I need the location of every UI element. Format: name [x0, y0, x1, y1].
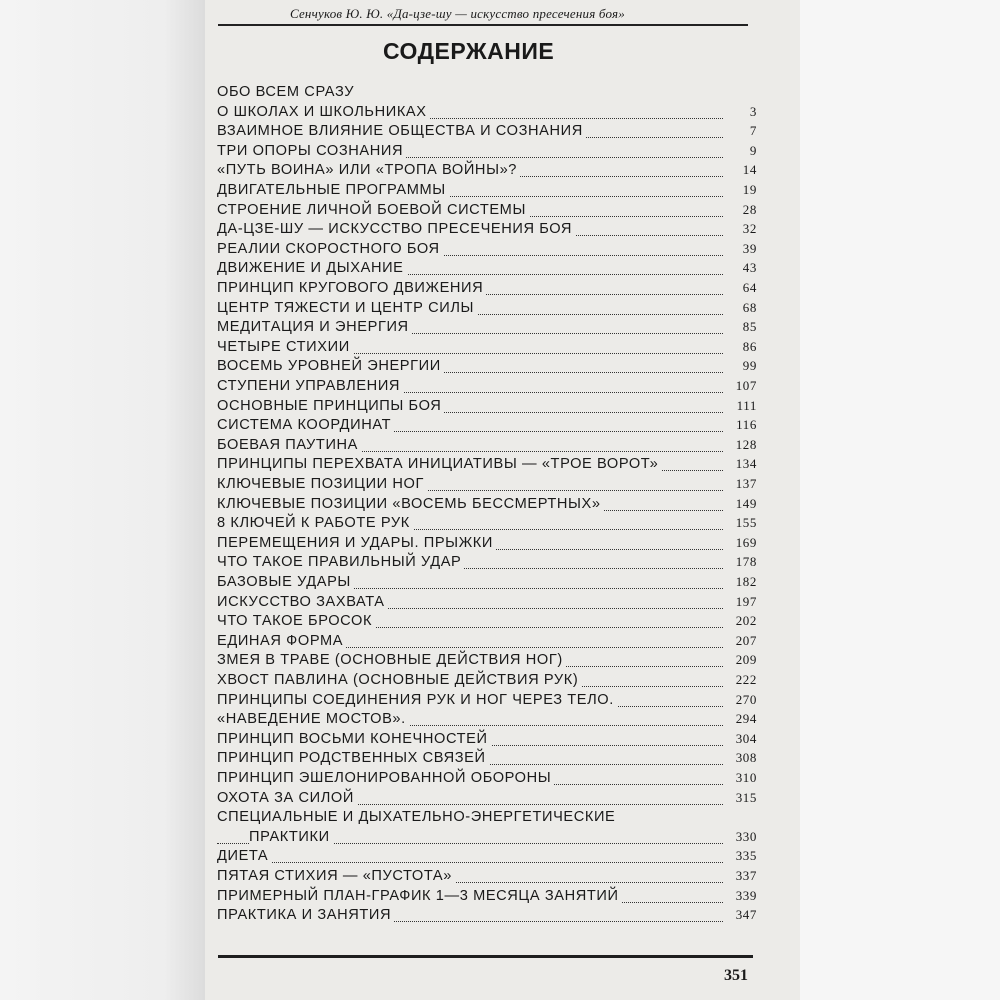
toc-entry	[217, 102, 757, 122]
toc-entry-title: ИСКУССТВО ЗАХВАТА	[217, 592, 388, 612]
toc-entry-page: 308	[723, 748, 757, 768]
toc-entry	[217, 160, 757, 180]
toc-entry-title: «ПУТЬ ВОИНА» ИЛИ «ТРОПА ВОЙНЫ»?	[217, 160, 520, 180]
toc-entry-page: 128	[723, 435, 757, 455]
toc-entry-page: 197	[723, 592, 757, 612]
toc-entry-title: ПРИНЦИП ВОСЬМИ КОНЕЧНОСТЕЙ	[217, 729, 491, 749]
page-title: СОДЕРЖАНИЕ	[383, 38, 555, 64]
toc-entry-page: 43	[723, 258, 757, 278]
toc-entry	[217, 827, 757, 847]
toc-entry-title: ПРИМЕРНЫЙ ПЛАН-ГРАФИК 1—3 МЕСЯЦА ЗАНЯТИЙ	[217, 886, 622, 906]
toc-entry-page: 137	[723, 474, 757, 494]
toc-entry-page: 134	[723, 454, 757, 474]
toc-entry-page: 64	[723, 278, 757, 298]
toc-entry	[217, 494, 757, 514]
toc-entry-title: ЧЕТЫРЕ СТИХИИ	[217, 337, 353, 357]
toc-entry	[217, 709, 757, 729]
toc-entry-title: ОБО ВСЕМ СРАЗУ	[217, 82, 357, 102]
toc-entry	[217, 592, 757, 612]
toc-entry-title: СТУПЕНИ УПРАВЛЕНИЯ	[217, 376, 403, 396]
toc-entry	[217, 690, 757, 710]
toc-entry-title: СТРОЕНИЕ ЛИЧНОЙ БОЕВОЙ СИСТЕМЫ	[217, 200, 529, 220]
toc-entry-title: ВЗАИМНОЕ ВЛИЯНИЕ ОБЩЕСТВА И СОЗНАНИЯ	[217, 121, 586, 141]
toc-entry-page: 28	[723, 200, 757, 220]
dot-leader	[217, 862, 739, 863]
toc-entry-title: РЕАЛИИ СКОРОСТНОГО БОЯ	[217, 239, 443, 259]
toc-entry-title: МЕДИТАЦИЯ И ЭНЕРГИЯ	[217, 317, 412, 337]
toc-entry-page: 347	[723, 905, 757, 925]
toc-entry-page: 68	[723, 298, 757, 318]
toc-entry-page: 304	[723, 729, 757, 749]
toc-entry	[217, 415, 757, 435]
toc-entry-title: ХВОСТ ПАВЛИНА (ОСНОВНЫЕ ДЕЙСТВИЯ РУК)	[217, 670, 581, 690]
page-number: 351	[724, 967, 748, 984]
toc-entry-page: 85	[723, 317, 757, 337]
toc-entry-title: КЛЮЧЕВЫЕ ПОЗИЦИИ НОГ	[217, 474, 427, 494]
toc-entry-title: ПРИНЦИП ЭШЕЛОНИРОВАННОЙ ОБОРОНЫ	[217, 768, 554, 788]
toc-entry-page: 7	[723, 121, 757, 141]
toc-entry-title: О ШКОЛАХ И ШКОЛЬНИКАХ	[217, 102, 430, 122]
toc-entry-title: КЛЮЧЕВЫЕ ПОЗИЦИИ «ВОСЕМЬ БЕССМЕРТНЫХ»	[217, 494, 604, 514]
toc-entry-page: 337	[723, 866, 757, 886]
toc-entry-page: 294	[723, 709, 757, 729]
toc-entry-page: 111	[723, 396, 757, 416]
toc-entry-title: СПЕЦИАЛЬНЫЕ И ДЫХАТЕЛЬНО-ЭНЕРГЕТИЧЕСКИЕ	[217, 807, 618, 827]
toc-entry	[217, 670, 757, 690]
toc-entry-page: 330	[723, 827, 757, 847]
toc-entry-title: ЧТО ТАКОЕ ПРАВИЛЬНЫЙ УДАР	[217, 552, 464, 572]
toc-entry-page: 19	[723, 180, 757, 200]
toc-entry-page: 207	[723, 631, 757, 651]
toc-entry-title: ПРИНЦИПЫ ПЕРЕХВАТА ИНИЦИАТИВЫ — «ТРОЕ ВОРОТ»	[217, 454, 661, 474]
toc-entry-title: ПЕРЕМЕЩЕНИЯ И УДАРЫ. ПРЫЖКИ	[217, 533, 496, 553]
toc-entry	[217, 748, 757, 768]
toc-entry-title: ЕДИНАЯ ФОРМА	[217, 631, 346, 651]
toc-entry	[217, 180, 757, 200]
toc-entry	[217, 396, 757, 416]
toc-entry	[217, 200, 757, 220]
running-head: Сенчуков Ю. Ю. «Да-цзе-шу — искусство пресечения боя»	[290, 6, 625, 21]
toc-entry-page: 39	[723, 239, 757, 259]
toc-entry	[217, 278, 757, 298]
toc-entry	[217, 474, 757, 494]
toc-entry-title: ДВИЖЕНИЕ И ДЫХАНИЕ	[217, 258, 407, 278]
toc-entry	[217, 650, 757, 670]
toc-entry	[217, 788, 757, 808]
toc-entry-title: ПРИНЦИП РОДСТВЕННЫХ СВЯЗЕЙ	[217, 748, 489, 768]
facing-page-margin	[0, 0, 205, 1000]
toc-entry-title: ДИЕТА	[217, 846, 271, 866]
toc-entry-page: 32	[723, 219, 757, 239]
toc-entry-page: 155	[723, 513, 757, 533]
toc-entry-page: 14	[723, 160, 757, 180]
toc-entry	[217, 82, 757, 102]
toc-entry	[217, 611, 757, 631]
toc-entry	[217, 317, 757, 337]
toc-entry-page: 149	[723, 494, 757, 514]
toc-entry	[217, 141, 757, 161]
toc-entry-title: 8 КЛЮЧЕЙ К РАБОТЕ РУК	[217, 513, 413, 533]
toc-entry-title: ЦЕНТР ТЯЖЕСТИ И ЦЕНТР СИЛЫ	[217, 298, 477, 318]
toc-entry	[217, 807, 757, 827]
toc-entry-page: 178	[723, 552, 757, 572]
toc-entry-title: ТРИ ОПОРЫ СОЗНАНИЯ	[217, 141, 406, 161]
toc-entry-page: 3	[723, 102, 757, 122]
toc-entry	[217, 454, 757, 474]
toc-entry	[217, 337, 757, 357]
toc-entry-page: 202	[723, 611, 757, 631]
toc-entry	[217, 886, 757, 906]
toc-entry-page: 315	[723, 788, 757, 808]
toc-entry	[217, 513, 757, 533]
toc-entry	[217, 729, 757, 749]
toc-entry-page: 270	[723, 690, 757, 710]
toc-entry	[217, 435, 757, 455]
toc-entry	[217, 376, 757, 396]
toc-entry-page: 222	[723, 670, 757, 690]
toc-entry-page: 182	[723, 572, 757, 592]
toc-entry-page: 116	[723, 415, 757, 435]
toc-entry-title: ПРАКТИКИ	[249, 827, 333, 847]
toc-entry	[217, 866, 757, 886]
toc-entry-title: ЗМЕЯ В ТРАВЕ (ОСНОВНЫЕ ДЕЙСТВИЯ НОГ)	[217, 650, 566, 670]
toc-entry	[217, 905, 757, 925]
toc-entry-page: 335	[723, 846, 757, 866]
toc-entry	[217, 239, 757, 259]
toc-entry-title: ПРИНЦИП КРУГОВОГО ДВИЖЕНИЯ	[217, 278, 486, 298]
toc-entry	[217, 552, 757, 572]
header-rule	[218, 24, 748, 26]
toc-entry	[217, 533, 757, 553]
toc-entry-title: ОСНОВНЫЕ ПРИНЦИПЫ БОЯ	[217, 396, 444, 416]
toc-entry-page: 107	[723, 376, 757, 396]
toc-entry-title: ДВИГАТЕЛЬНЫЕ ПРОГРАММЫ	[217, 180, 449, 200]
toc-entry-title: ЧТО ТАКОЕ БРОСОК	[217, 611, 375, 631]
toc-entry-page: 86	[723, 337, 757, 357]
toc-entry	[217, 631, 757, 651]
toc-entry	[217, 121, 757, 141]
toc-entry-page: 310	[723, 768, 757, 788]
toc-entry	[217, 356, 757, 376]
toc-entry	[217, 768, 757, 788]
toc-entry	[217, 846, 757, 866]
toc-entry-title: СИСТЕМА КООРДИНАТ	[217, 415, 394, 435]
toc-entry-title: ПРИНЦИПЫ СОЕДИНЕНИЯ РУК И НОГ ЧЕРЕЗ ТЕЛО.	[217, 690, 617, 710]
toc-entry-title: ВОСЕМЬ УРОВНЕЙ ЭНЕРГИИ	[217, 356, 444, 376]
toc-entry	[217, 219, 757, 239]
toc-entry	[217, 258, 757, 278]
toc-entry-page: 99	[723, 356, 757, 376]
toc-entry-title: ОХОТА ЗА СИЛОЙ	[217, 788, 357, 808]
toc-entry-page: 209	[723, 650, 757, 670]
toc-entry-page: 339	[723, 886, 757, 906]
toc-entry-title: ДА-ЦЗЕ-ШУ — ИСКУССТВО ПРЕСЕЧЕНИЯ БОЯ	[217, 219, 575, 239]
toc-entry-title: БАЗОВЫЕ УДАРЫ	[217, 572, 354, 592]
toc-entry	[217, 572, 757, 592]
footer-rule	[218, 955, 753, 958]
toc-entry-title: ПРАКТИКА И ЗАНЯТИЯ	[217, 905, 394, 925]
toc-entry-title: «НАВЕДЕНИЕ МОСТОВ».	[217, 709, 409, 729]
toc-entry-page: 169	[723, 533, 757, 553]
toc-entry-title: БОЕВАЯ ПАУТИНА	[217, 435, 361, 455]
toc-entry-page: 9	[723, 141, 757, 161]
toc-entry	[217, 298, 757, 318]
toc-entry-title: ПЯТАЯ СТИХИЯ — «ПУСТОТА»	[217, 866, 455, 886]
